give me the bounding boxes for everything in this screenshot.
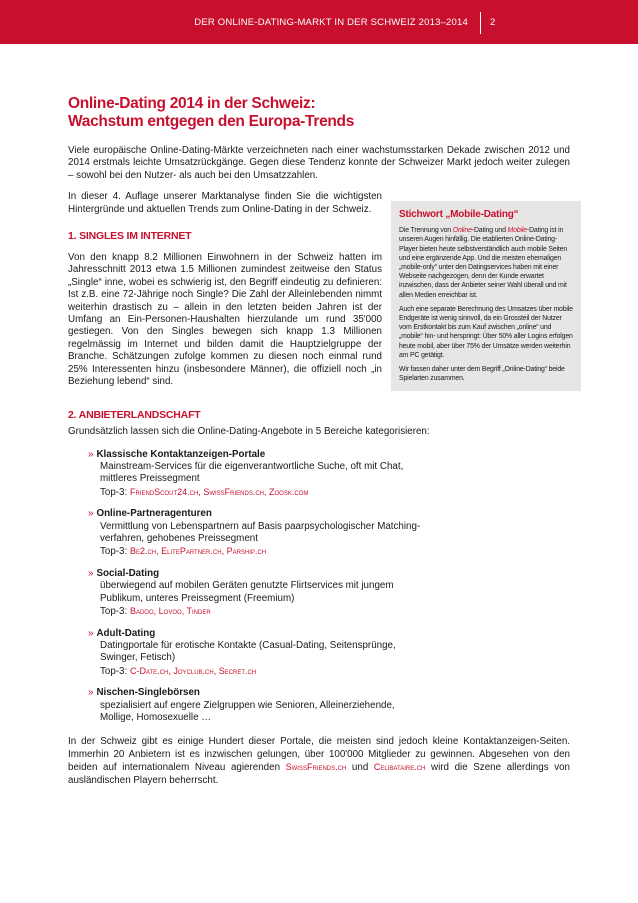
category-list [88,449,570,725]
category-top3 [100,545,570,558]
running-header-title: DER ONLINE-DATING-MARKT IN DER SCHWEIZ 2013–2014 [194,17,468,28]
category-description: überwiegend auf mobilen Geräten genutzte Flirtservices mit jungem [100,580,394,592]
category-description: Mainstream-Services für die eigenverantwortliche Suche, oft mit Chat, [100,461,404,473]
top3-brand: Secret.ch [218,665,257,676]
page-number: 2 [490,17,496,28]
left-column [68,191,382,430]
category-description: mittleres Preissegment [100,473,200,485]
sidebar-text: -Dating und [471,227,508,235]
category-top3 [100,605,570,618]
page-title-line-2: Wachstum entgegen den Europa-Trends [68,113,355,130]
section-2-heading: 2. ANBIETERLANDSCHAFT [68,408,201,421]
top3-brand: SwissFriends.ch [203,486,264,497]
bullet-marker: » [88,687,94,699]
top3-separator: , [153,606,159,617]
top3-brand: Badoo [129,606,154,617]
top3-brand: C-Date.ch [129,665,169,676]
top3-separator: , [156,546,162,557]
section-1-text: Von den knapp 8.2 Millionen Einwohnern in der Schweiz hatten im Jahresschnitt 2013 etwa 1.5 Millionen zumindest zeitweise den Status „Single“ inne, wobei es schwierig ist, den Begriff eindeutig zu definieren: Ist z.B. eine 72-Jährige noch Single? Die Zahl der Alleinlebenden nimmt weiterhin drastisch zu – allein in den letzten beiden Jahren ist der Umfang an Ein-Personen-Haushalten hierzulande um rund 35'000 gestiegen. Von den Singles bewegen sich knapp 1.3 Millionen regelmässig im Internet und bilden damit die Hauptzielgruppe der Branche. Schätzungen zufolge kommen zu diesen noch einmal rund 25% Interessenten hinzu (insbesondere Männer), die offiziell noch „in Beziehung lebend“ sind. [68,252,382,388]
top3-brand: Zoosk.com [269,486,309,497]
top3-label: Top-3: [100,486,130,498]
category-description: Datingportale für erotische Kontakte (Casual-Dating, Seitensprünge, [100,639,396,651]
bullet-marker: » [88,567,94,579]
category-description: Publikum, unteres Preissegment (Freemium) [100,592,295,604]
page-title-line-1: Online-Dating 2014 in der Schweiz: [68,95,316,112]
category-item [88,687,570,724]
sidebar-paragraph-3: Wir fassen daher unter dem Begriff „Online-Dating“ beide Spielarten zusammen. [399,366,565,383]
page-title [68,95,570,131]
sidebar-text: Die Trennung von [399,227,453,235]
category-top3 [100,665,570,678]
top3-brand: Parship.ch [226,546,267,557]
sidebar-box-mobile-dating [391,201,581,391]
category-name [88,508,570,520]
top3-separator: , [198,486,204,497]
top3-brand: Tinder [186,606,211,617]
header-divider [480,12,481,34]
top3-brand: Joyclub.ch [173,665,214,676]
category-name [88,568,570,580]
section-1-heading: 1. SINGLES IM INTERNET [68,230,192,243]
category-description: Swinger, Fetisch) [100,652,176,664]
top3-brand: Be2.ch [129,546,157,557]
sidebar-paragraph-2: Auch eine separate Berechnung des Umsatzes über mobile Endgeräte ist wenig sinnvoll, da ein Grossteil der Nutzer vom Erstkontakt bis zum Kauf zwischen „online“ und „mobile“ hin- und herspringt: Über 50% aller Logins erfolgen heute mobil, aber über 75% der Umsätze werden weiterhin am PC getätigt. [399,305,573,359]
page-content [68,95,573,787]
closing-text: wird die Szene allerdings von ausländischen Playern beherrscht. [68,762,571,786]
closing-text: und [346,762,374,774]
category-top3 [100,486,570,499]
category-description: Vermittlung von Lebenspartnern auf Basis paarpsychologischer Matching- [100,520,421,532]
top3-separator: , [213,665,219,676]
category-name-text: Adult-Dating [96,627,156,639]
category-name-text: Klassische Kontaktanzeigen-Portale [96,448,266,460]
top3-brand: ElitePartner.ch [161,546,222,557]
sidebar-emphasis-online: Online [452,227,472,235]
brand-swissfriends: SwissFriends.ch [285,762,347,773]
top3-label: Top-3: [100,665,130,677]
top3-separator: , [168,665,174,676]
sidebar-text: -Dating ist in unseren Augen hinfällig. Die etablierten Online-Dating-Player bieten heute selbstverständlich auch mobile Seiten und eine ergänzende App. Und die meisten ehemaligen „mobile-only“ unter den Datingservices haben mit einer Webseite nachgezogen, denn der Kunde erwartet inzwischen, dass der Anbieter seiner Wahl überall und mit allen Medien erreichbar ist. [399,227,568,299]
category-name [88,628,570,640]
two-column-area [68,191,573,426]
category-description: spezialisiert auf engere Zielgruppen wie Senioren, Alleinerziehende, [100,699,395,711]
bullet-marker: » [88,508,94,520]
top3-separator: , [181,606,187,617]
section-2-intro: Grundsätzlich lassen sich die Online-Dating-Angebote in 5 Bereiche kategorisieren: [68,426,430,438]
brand-celibataire: Celibataire.ch [373,762,426,773]
category-name [88,687,570,699]
sidebar-emphasis-mobile: Mobile [507,227,527,235]
closing-text: In der Schweiz gibt es einige Hundert dieser Portale, die meisten sind jedoch kleine Kontaktanzeigen-Seiten. Immerhin 20 Anbietern ist es inzwischen gelungen, über 100'000 Mitglieder zu gewinnen. Abgesehen von den beiden auf internationalem Niveau agierenden [68,736,570,774]
top3-brand: Lovoo [158,606,182,617]
intro-paragraph: Viele europäische Online-Dating-Märkte verzeichneten nach einer wachstumsstarken Dekade zwischen 2012 und 2014 erstmals leichte Umsatzrückgänge. Gegen diese Tendenz konnte der Schweizer Markt jedoch weiter zulegen – sowohl bei den Nutzer- als auch bei den Umsatzzahlen. [68,145,570,181]
category-item [88,628,570,679]
category-item [88,508,570,559]
category-item [88,449,570,500]
closing-paragraph [68,736,570,787]
category-name-text: Social-Dating [96,567,160,579]
top3-brand: FriendScout24.ch [129,486,199,497]
top3-label: Top-3: [100,606,130,618]
edition-note: In dieser 4. Auflage unserer Marktanalyse finden Sie die wichtigsten Hintergründe und aktuellen Trends zum Online-Dating in der Schweiz. [68,191,382,215]
category-description: Mollige, Homosexuelle … [100,711,212,723]
bullet-marker: » [88,448,94,460]
category-name-text: Online-Partneragenturen [96,508,212,520]
top3-separator: , [221,546,227,557]
sidebar-title: Stichwort „Mobile-Dating“ [399,209,519,221]
header-band [0,0,638,44]
sidebar-paragraph-1 [399,226,573,300]
category-name [88,449,570,461]
category-item [88,568,570,619]
top3-label: Top-3: [100,546,130,558]
bullet-marker: » [88,627,94,639]
top3-separator: , [263,486,269,497]
category-description: verfahren, gehobenes Preissegment [100,533,258,545]
category-name-text: Nischen-Singlebörsen [96,687,200,699]
